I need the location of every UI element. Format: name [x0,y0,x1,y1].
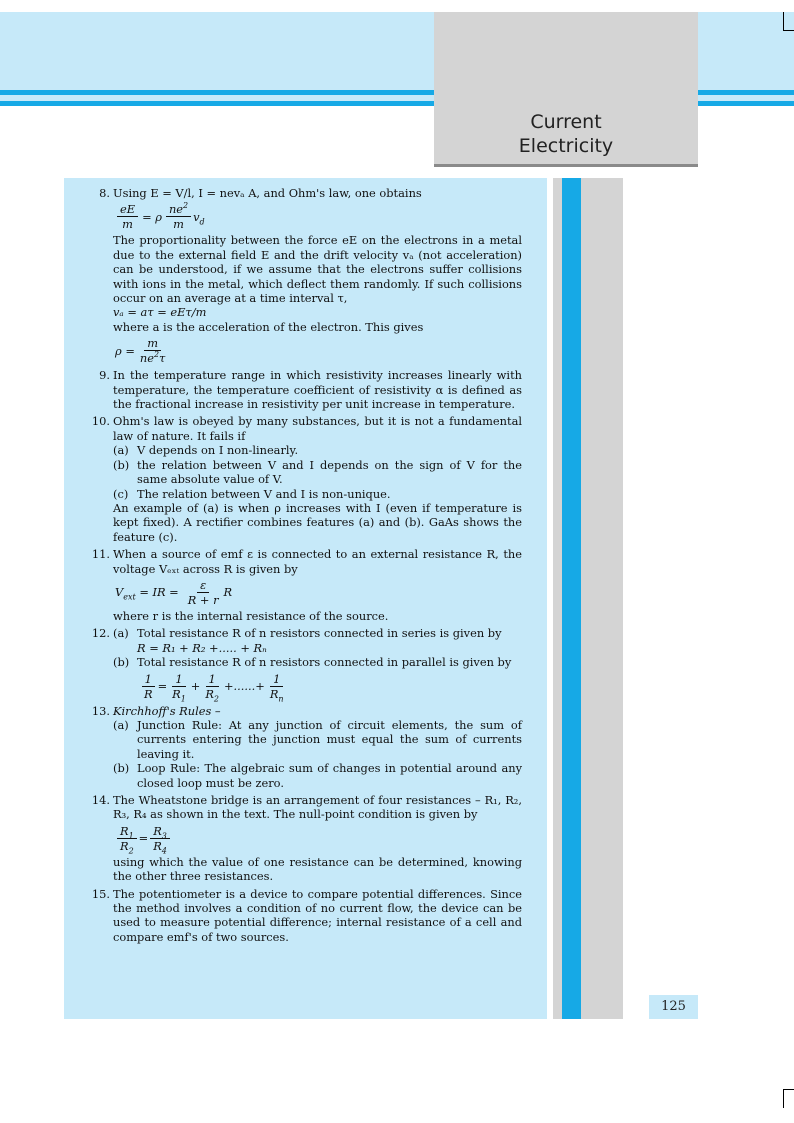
crop-mark [783,1090,784,1108]
chapter-title-line1: Current [530,111,602,133]
crop-mark [783,12,784,30]
list-item [86,887,522,945]
sub-item: (c) The relation between V and I is non-unique. [113,486,391,501]
item-text: Using E = V/l, I = nevₐ A, and Ohm's law, one obtains [113,186,422,200]
equation-parallel: $\frac{1}{R}$ = $\frac{1}{R_1}$ + $\frac{1}{R_2}$ +......+ $\frac{1}{R_n}$ [139,672,522,701]
equation-eE-over-m: $\frac{eE}{m}$ = ρ $\frac{ne^2}{m}$ $v_d$ [115,202,522,231]
item-number: 14. [91,793,110,807]
item-text: where a is the acceleration of the electron. This gives [113,319,424,334]
item-text: The proportionality between the force eE on the electrons in a metal due to the external field E and the drift velocity vₐ (not acceleration) can be understood, if we assume that the electrons suffer collisions with ions in the metal, which deflect them randomly. If such collisions occur on an average at a time interval τ, [113,233,522,306]
equation-series: R = R₁ + R₂ +..... + Rₙ [137,640,267,655]
item-text: The potentiometer is a device to compare potential differences. Since the method involves a condition of no current flow, the device can be used to measure potential difference; internal resistance of a cell and compare emf's of two sources. [113,886,522,944]
list-item [86,704,522,790]
item-number: 10. [91,414,110,429]
item-number: 13. [91,703,110,718]
crop-mark [783,30,794,31]
crop-mark [783,1089,794,1090]
sub-item: (a) Junction Rule: At any junction of circuit elements, the sum of currents entering the junction must equal the sum of currents leaving it. [113,717,522,761]
equation-vext: $V_{ext}$ = IR = $\frac{\varepsilon}{R + r}$ R [115,577,233,607]
page-number: 125 [649,995,698,1019]
summary-list [86,186,522,947]
sub-item: (b) the relation between V and I depends on the sign of V for the same absolute value of V. [113,457,522,487]
list-item [86,626,522,703]
item-text: In the temperature range in which resistivity increases linearly with temperature, the temperature coefficient of resistivity α is defined as the fractional increase in resistivity per unit increase in temperature. [113,368,522,412]
sub-item: (b) Total resistance R of n resistors connected in parallel is given by $\frac{1}{R}$ = $\frac{1}{R_1}$ + $\frac{1}{R_2}$ +......+ $\frac{1}{R_n}$ [113,655,522,700]
item-title: Kirchhoff's Rules – [113,703,221,718]
item-number: 9. [99,368,110,383]
list-item [86,793,522,884]
item-text: Ohm's law is obeyed by many substances, but it is not a fundamental law of nature. It fails if [113,414,522,443]
sub-item: (a) Total resistance R of n resistors connected in series is given by R = R₁ + R₂ +..... + Rₙ [113,626,522,655]
equation-drift-velocity: vₐ = aτ = eEτ/m [113,305,207,320]
chapter-title-line2: Electricity [518,135,614,157]
margin-accent [562,178,581,1019]
list-item [86,368,522,411]
chapter-title [434,110,698,158]
item-number: 8. [99,186,110,200]
item-number: 12. [91,626,110,641]
equation-resistivity: ρ = $\frac{m}{ne^2\tau}$ [115,336,166,366]
item-text: where r is the internal resistance of the source. [113,608,389,623]
list-item [86,186,522,365]
item-number: 15. [91,886,110,901]
equation-wheatstone: $\frac{R_1}{R_2}$ = $\frac{R_3}{R_4}$ [115,824,522,853]
sub-item: (b) Loop Rule: The algebraic sum of changes in potential around any closed loop must be zero. [113,761,522,790]
item-text: The Wheatstone bridge is an arrangement of four resistances – R₁, R₂, R₃, R₄ as shown in the text. The null-point condition is given by [113,793,522,822]
item-number: 11. [91,547,110,562]
item-text: using which the value of one resistance can be determined, knowing the other three resistances. [113,854,522,884]
item-text: An example of (a) is when ρ increases with I (even if temperature is kept fixed). A rectifier combines features (a) and (b). GaAs shows the feature (c). [113,500,522,544]
item-text: When a source of emf ε is connected to an external resistance R, the voltage Vₑₓₜ across R is given by [113,547,522,576]
list-item [86,414,522,544]
sub-item: (a) V depends on I non-linearly. [113,443,299,458]
list-item [86,547,522,623]
